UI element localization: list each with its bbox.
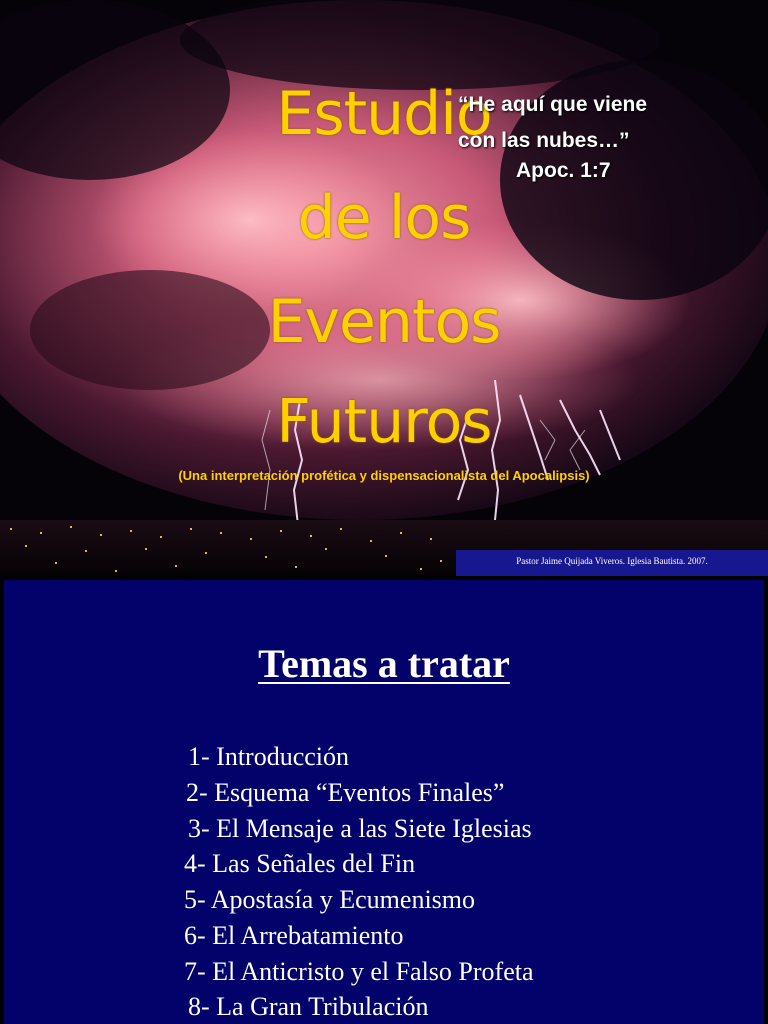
title-line: Eventos: [267, 287, 501, 357]
title-line: de los: [297, 183, 471, 253]
topic-item: 4- Las Señales del Fin: [184, 849, 416, 878]
title-line: Futuros: [276, 387, 492, 457]
subtitle: (Una interpretación profética y dispensacionalista del Apocalipsis): [178, 468, 590, 483]
topic-item: 5- Apostasía y Ecumenismo: [184, 885, 476, 914]
title-line: Estudio: [276, 79, 492, 149]
topics-slide: [0, 576, 768, 1024]
topic-item: 1- Introducción: [188, 742, 350, 771]
quote-reference: Apoc. 1:7: [516, 159, 611, 182]
topic-item: 3- El Mensaje a las Siete Iglesias: [188, 814, 532, 843]
quote-line: “He aquí que viene: [458, 93, 648, 116]
slide-title: Temas a tratar: [258, 641, 510, 686]
topic-item: 8- La Gran Tribulación: [188, 992, 429, 1021]
topic-item: 7- El Anticristo y el Falso Profeta: [184, 957, 534, 986]
topic-item: 2- Esquema “Eventos Finales”: [186, 778, 505, 807]
author-credit: Pastor Jaime Quijada Viveros. Iglesia Bautista. 2007.: [516, 556, 708, 566]
topic-item: 6- El Arrebatamiento: [184, 921, 404, 950]
quote-line: con las nubes…”: [458, 129, 630, 152]
